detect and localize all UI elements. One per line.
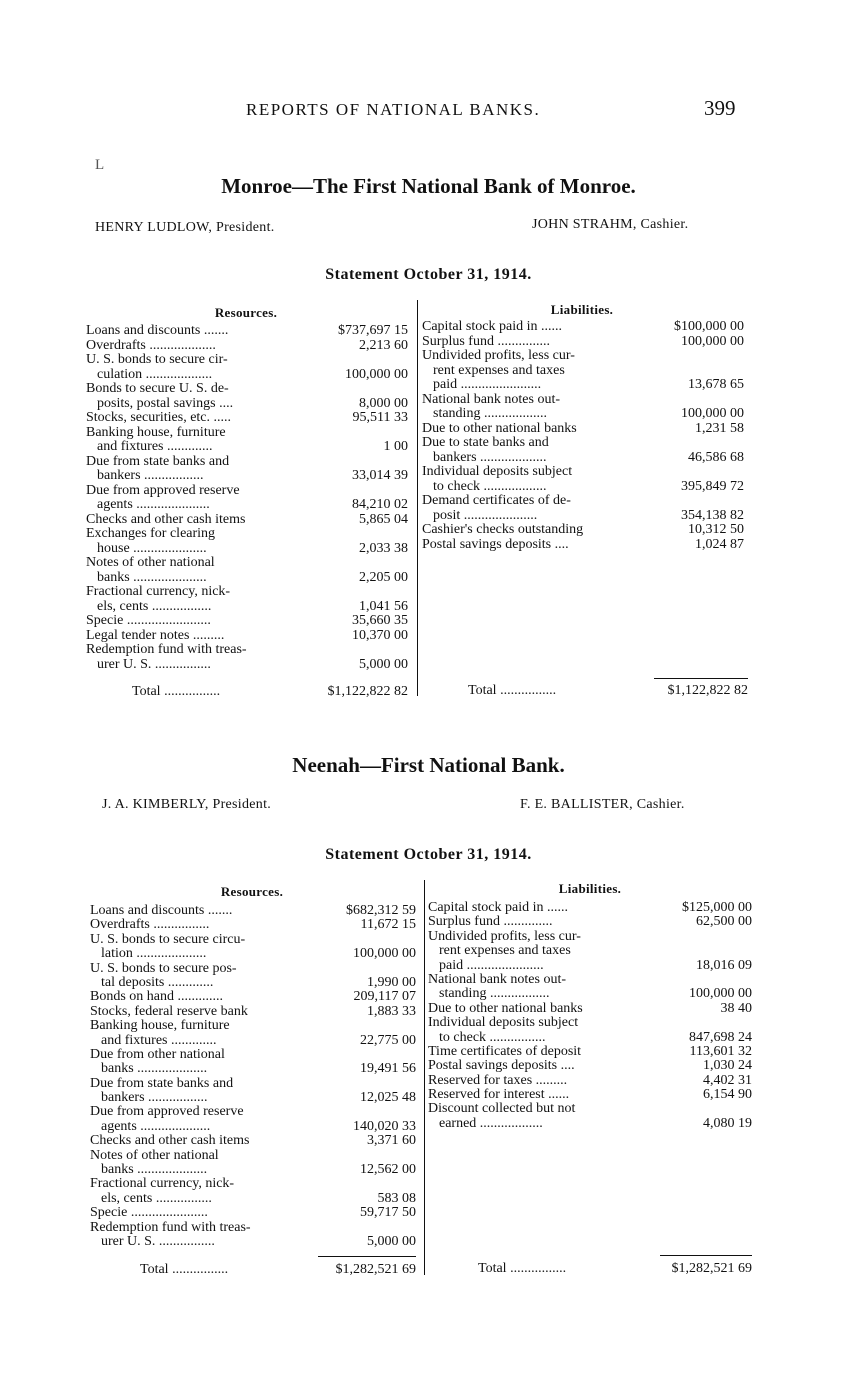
line-item-amount: 1,990 00 <box>367 974 416 990</box>
line-item-label: Redemption fund with treas- <box>90 1219 251 1235</box>
line-item <box>428 915 752 929</box>
line-item <box>86 324 408 339</box>
total-rule <box>660 1255 752 1256</box>
line-item-amount: 354,138 82 <box>681 507 744 523</box>
line-item <box>90 1235 416 1249</box>
line-item <box>90 1163 416 1177</box>
line-item <box>428 930 752 944</box>
line-item-label: standing .................. <box>433 406 547 421</box>
liabilities-list <box>422 320 744 552</box>
line-item-label: paid ...................... <box>439 957 544 973</box>
line-item <box>86 455 408 470</box>
page-number: 399 <box>704 96 736 120</box>
line-item <box>422 480 744 495</box>
line-item-label: U. S. bonds to secure circu- <box>90 931 246 947</box>
line-item <box>86 629 408 644</box>
line-item <box>428 944 752 958</box>
column-divider <box>424 880 425 1275</box>
line-item-amount: 100,000 00 <box>681 333 744 349</box>
line-item-label: Cashier's checks outstanding <box>422 522 584 537</box>
line-item <box>90 933 416 947</box>
line-item <box>90 1221 416 1235</box>
line-item-label: Checks and other cash items <box>90 1133 250 1149</box>
total-amount: $1,282,521 69 <box>335 1262 416 1277</box>
line-item-amount: 100,000 00 <box>353 946 416 962</box>
line-item-amount: 4,402 31 <box>703 1072 752 1088</box>
line-item-label: standing ................. <box>439 986 550 1002</box>
line-item <box>90 1206 416 1220</box>
line-item-amount: 33,014 39 <box>352 468 408 483</box>
line-item-label: Fractional currency, nick- <box>90 1176 235 1192</box>
line-item-amount: 5,000 00 <box>359 656 408 672</box>
line-item-label: Checks and other cash items <box>86 511 246 527</box>
line-item <box>422 451 744 466</box>
line-item <box>428 901 752 915</box>
line-item <box>90 1091 416 1105</box>
line-item-label: to check .................. <box>433 478 547 494</box>
line-item-label: Discount collected but not <box>428 1101 576 1117</box>
line-item-label: Capital stock paid in ...... <box>422 319 562 334</box>
line-item-amount: 8,000 00 <box>359 395 408 411</box>
line-item-label: Loans and discounts ....... <box>90 903 233 918</box>
line-item-label: Due from state banks and <box>86 453 230 469</box>
line-item <box>86 382 408 397</box>
line-item <box>422 364 744 379</box>
running-header <box>0 96 857 124</box>
line-item-amount: 59,717 50 <box>360 1205 416 1221</box>
line-item <box>86 368 408 383</box>
line-item-label: rent expenses and taxes <box>439 943 571 959</box>
line-item-label: Capital stock paid in ...... <box>428 900 568 915</box>
resources-heading: Resources. <box>220 884 284 899</box>
line-item <box>422 494 744 509</box>
line-item-amount: 11,672 15 <box>360 917 416 933</box>
line-item-amount: 19,491 56 <box>360 1061 416 1077</box>
line-item-amount: 2,205 00 <box>359 569 408 585</box>
liabilities-heading: Liabilities. <box>558 881 622 896</box>
line-item-label: Postal savings deposits .... <box>428 1058 575 1074</box>
line-item-amount: 1,231 58 <box>695 420 744 436</box>
line-item-label: Loans and discounts ....... <box>86 323 229 338</box>
total-amount: $1,282,521 69 <box>671 1261 752 1276</box>
line-item-amount: 1,024 87 <box>695 536 744 552</box>
line-item <box>86 339 408 354</box>
total-label: Total ................ <box>140 1262 229 1277</box>
line-item-label: Demand certificates of de- <box>422 493 571 508</box>
line-item-label: Reserved for taxes ......... <box>428 1072 568 1088</box>
line-item <box>86 600 408 615</box>
line-item-label: rent expenses and taxes <box>433 362 565 378</box>
line-item-amount: 6,154 90 <box>703 1087 752 1103</box>
line-item <box>86 426 408 441</box>
stamp-mark: L <box>95 157 105 173</box>
line-item-label: Fractional currency, nick- <box>86 584 231 599</box>
line-item <box>428 1117 752 1131</box>
line-item <box>86 614 408 629</box>
line-item-label: Surplus fund ............... <box>422 333 550 349</box>
line-item-label: banks .................... <box>101 1162 208 1178</box>
line-item-label: National bank notes out- <box>428 971 567 987</box>
line-item-label: Time certificates of deposit <box>428 1043 582 1059</box>
line-item-label: U. S. bonds to secure cir- <box>86 352 228 367</box>
line-item <box>422 349 744 364</box>
line-item-label: Exchanges for clearing <box>86 526 216 541</box>
line-item <box>86 440 408 455</box>
resources-list <box>86 324 408 672</box>
line-item <box>90 918 416 932</box>
line-item <box>428 1002 752 1016</box>
line-item-amount: 22,775 00 <box>360 1032 416 1048</box>
line-item-label: agents .................... <box>101 1118 211 1134</box>
cashier-name: F. E. BALLISTER, Cashier. <box>520 797 685 812</box>
line-item-amount: $737,697 15 <box>338 323 408 338</box>
line-item <box>428 973 752 987</box>
line-item-amount: 38 40 <box>720 1000 752 1016</box>
line-item-label: urer U. S. ................ <box>101 1233 215 1249</box>
line-item-amount: 62,500 00 <box>696 914 752 930</box>
line-item <box>86 556 408 571</box>
line-item-amount: 2,033 38 <box>359 540 408 556</box>
line-item <box>428 1031 752 1045</box>
line-item-label: Banking house, furniture <box>86 424 226 440</box>
line-item <box>428 1016 752 1030</box>
line-item-amount: 46,586 68 <box>688 449 744 465</box>
line-item <box>90 976 416 990</box>
total-label: Total ................ <box>468 683 557 698</box>
line-item-amount: 140,020 33 <box>353 1118 416 1134</box>
line-item <box>428 1045 752 1059</box>
line-item <box>428 1074 752 1088</box>
line-item-label: agents ..................... <box>97 497 210 512</box>
statement-date: Statement October 31, 1914. <box>325 846 532 863</box>
line-item-label: urer U. S. ................ <box>97 656 211 672</box>
line-item-amount: 100,000 00 <box>689 986 752 1002</box>
line-item-label: bankers ................... <box>433 449 547 465</box>
line-item-label: Specie ........................ <box>86 613 211 628</box>
line-item-label: lation .................... <box>101 946 207 962</box>
line-item-label: Overdrafts ................ <box>90 917 210 933</box>
line-item-label: culation ................... <box>97 366 213 382</box>
line-item-label: Due from other national <box>90 1046 225 1062</box>
line-item-label: earned .................. <box>439 1115 543 1131</box>
line-item-label: Due from state banks and <box>90 1075 234 1091</box>
line-item <box>90 990 416 1004</box>
line-item-label: Due to other national banks <box>422 420 577 436</box>
total-rule <box>654 678 748 679</box>
line-item-label: Notes of other national <box>86 555 215 570</box>
line-item-label: U. S. bonds to secure pos- <box>90 960 237 976</box>
line-item-amount: 95,511 33 <box>352 410 408 425</box>
resources-total-row <box>132 684 408 700</box>
line-item-label: Reserved for interest ...... <box>428 1087 570 1103</box>
line-item <box>90 1077 416 1091</box>
line-item <box>90 1149 416 1163</box>
line-item <box>90 1192 416 1206</box>
line-item-label: els, cents ................ <box>101 1190 212 1206</box>
line-item <box>86 397 408 412</box>
line-item <box>90 1105 416 1119</box>
line-item-label: Specie ...................... <box>90 1205 208 1221</box>
line-item-amount: 113,601 32 <box>689 1043 752 1059</box>
total-label: Total ................ <box>132 684 221 699</box>
line-item <box>86 353 408 368</box>
line-item-amount: 847,698 24 <box>689 1029 752 1045</box>
line-item-amount: 12,025 48 <box>360 1090 416 1106</box>
line-item <box>90 1005 416 1019</box>
line-item <box>90 1048 416 1062</box>
line-item <box>422 335 744 350</box>
total-rule <box>318 1256 416 1257</box>
total-amount: $1,122,822 82 <box>327 684 408 699</box>
line-item-amount: $682,312 59 <box>346 903 416 918</box>
line-item-label: Due from approved reserve <box>90 1104 244 1120</box>
line-item <box>422 523 744 538</box>
line-item-amount: 209,117 07 <box>353 989 416 1005</box>
president-name: HENRY LUDLOW, President. <box>95 220 275 235</box>
line-item <box>428 959 752 973</box>
line-item-label: Redemption fund with treas- <box>86 642 247 657</box>
line-item-label: bankers ................. <box>101 1090 208 1106</box>
line-item-amount: 395,849 72 <box>681 478 744 494</box>
line-item-amount: 2,213 60 <box>359 337 408 353</box>
line-item <box>90 1062 416 1076</box>
line-item <box>422 509 744 524</box>
line-item-label: Undivided profits, less cur- <box>422 348 575 363</box>
line-item <box>428 1088 752 1102</box>
line-item-label: Due from approved reserve <box>86 482 240 498</box>
line-item-label: banks .................... <box>101 1061 208 1077</box>
line-item-amount: 35,660 35 <box>352 613 408 628</box>
line-item-label: Banking house, furniture <box>90 1018 230 1034</box>
line-item-label: and fixtures ............. <box>97 439 213 454</box>
line-item-label: Individual deposits subject <box>422 464 573 479</box>
line-item-amount: 18,016 09 <box>696 957 752 973</box>
line-item <box>86 571 408 586</box>
line-item-amount: 84,210 02 <box>352 497 408 512</box>
line-item <box>422 407 744 422</box>
line-item <box>86 411 408 426</box>
line-item-label: Legal tender notes ......... <box>86 627 225 643</box>
line-item-label: Notes of other national <box>90 1147 219 1163</box>
line-item-label: Bonds on hand ............. <box>90 989 223 1005</box>
line-item-label: Overdrafts ................... <box>86 337 216 353</box>
line-item-label: Individual deposits subject <box>428 1015 579 1031</box>
line-item-label: paid ....................... <box>433 377 542 392</box>
line-item-amount: 1,883 33 <box>367 1003 416 1019</box>
line-item-label: Postal savings deposits .... <box>422 536 569 552</box>
line-item-label: Bonds to secure U. S. de- <box>86 381 229 396</box>
bank-name: Monroe—The First National Bank of Monroe. <box>221 174 636 198</box>
line-item <box>90 962 416 976</box>
line-item <box>428 987 752 1001</box>
liabilities-total-row <box>468 683 748 699</box>
line-item <box>86 469 408 484</box>
line-item <box>86 484 408 499</box>
line-item-amount: 12,562 00 <box>360 1162 416 1178</box>
liabilities-list <box>428 901 752 1131</box>
liabilities-heading: Liabilities. <box>550 302 614 317</box>
column-divider <box>417 300 418 696</box>
line-item <box>90 1034 416 1048</box>
line-item-amount: 13,678 65 <box>688 377 744 392</box>
line-item <box>86 527 408 542</box>
line-item <box>422 465 744 480</box>
line-item <box>86 643 408 658</box>
line-item-label: Stocks, securities, etc. ..... <box>86 410 232 425</box>
line-item-label: bankers ................. <box>97 468 204 483</box>
line-item-amount: 1,030 24 <box>703 1058 752 1074</box>
line-item <box>428 1059 752 1073</box>
line-item-label: posit ..................... <box>433 507 538 523</box>
line-item <box>86 542 408 557</box>
line-item-label: Due to state banks and <box>422 435 549 450</box>
bank-name: Neenah—First National Bank. <box>292 753 565 777</box>
line-item-amount: 10,312 50 <box>688 522 744 537</box>
line-item-amount: 10,370 00 <box>352 627 408 643</box>
line-item <box>422 378 744 393</box>
line-item <box>86 585 408 600</box>
line-item <box>422 393 744 408</box>
line-item <box>86 658 408 673</box>
line-item <box>428 1102 752 1116</box>
line-item-label: tal deposits ............. <box>101 974 214 990</box>
line-item-label: banks ..................... <box>97 569 207 585</box>
line-item-label: Undivided profits, less cur- <box>428 928 581 944</box>
line-item-amount: 1 00 <box>383 439 408 454</box>
line-item-label: National bank notes out- <box>422 391 561 407</box>
line-item-label: posits, postal savings .... <box>97 395 234 411</box>
line-item <box>90 1177 416 1191</box>
line-item <box>86 498 408 513</box>
total-amount: $1,122,822 82 <box>667 683 748 698</box>
line-item-amount: 100,000 00 <box>345 366 408 382</box>
line-item <box>90 1134 416 1148</box>
liabilities-total-row <box>478 1261 752 1277</box>
resources-heading: Resources. <box>214 305 278 320</box>
line-item-label: Stocks, federal reserve bank <box>90 1003 248 1019</box>
line-item-amount: $125,000 00 <box>682 900 752 915</box>
line-item-amount: 5,865 04 <box>359 511 408 527</box>
line-item <box>422 320 744 335</box>
line-item-label: Surplus fund .............. <box>428 914 553 930</box>
line-item-amount: 583 08 <box>377 1190 416 1206</box>
line-item <box>90 904 416 918</box>
line-item-label: and fixtures ............. <box>101 1032 217 1048</box>
line-item-label: Due to other national banks <box>428 1000 583 1016</box>
line-item <box>422 422 744 437</box>
line-item-amount: 3,371 60 <box>367 1133 416 1149</box>
line-item <box>422 436 744 451</box>
line-item-amount: $100,000 00 <box>674 319 744 334</box>
line-item-amount: 1,041 56 <box>359 598 408 614</box>
line-item-amount: 100,000 00 <box>681 406 744 421</box>
running-title: REPORTS OF NATIONAL BANKS. <box>246 100 541 119</box>
line-item-amount: 5,000 00 <box>367 1233 416 1249</box>
line-item <box>90 1019 416 1033</box>
line-item-label: els, cents ................. <box>97 598 212 614</box>
president-name: J. A. KIMBERLY, President. <box>102 797 272 812</box>
line-item-label: house ..................... <box>97 540 207 556</box>
line-item <box>422 538 744 553</box>
total-label: Total ................ <box>478 1261 567 1276</box>
line-item <box>86 513 408 528</box>
line-item-amount: 4,080 19 <box>703 1115 752 1131</box>
line-item <box>90 947 416 961</box>
line-item <box>90 1120 416 1134</box>
statement-date: Statement October 31, 1914. <box>325 266 532 283</box>
resources-total-row <box>140 1262 416 1278</box>
cashier-name: JOHN STRAHM, Cashier. <box>532 217 689 232</box>
resources-list <box>90 904 416 1249</box>
line-item-label: to check ................ <box>439 1029 546 1045</box>
